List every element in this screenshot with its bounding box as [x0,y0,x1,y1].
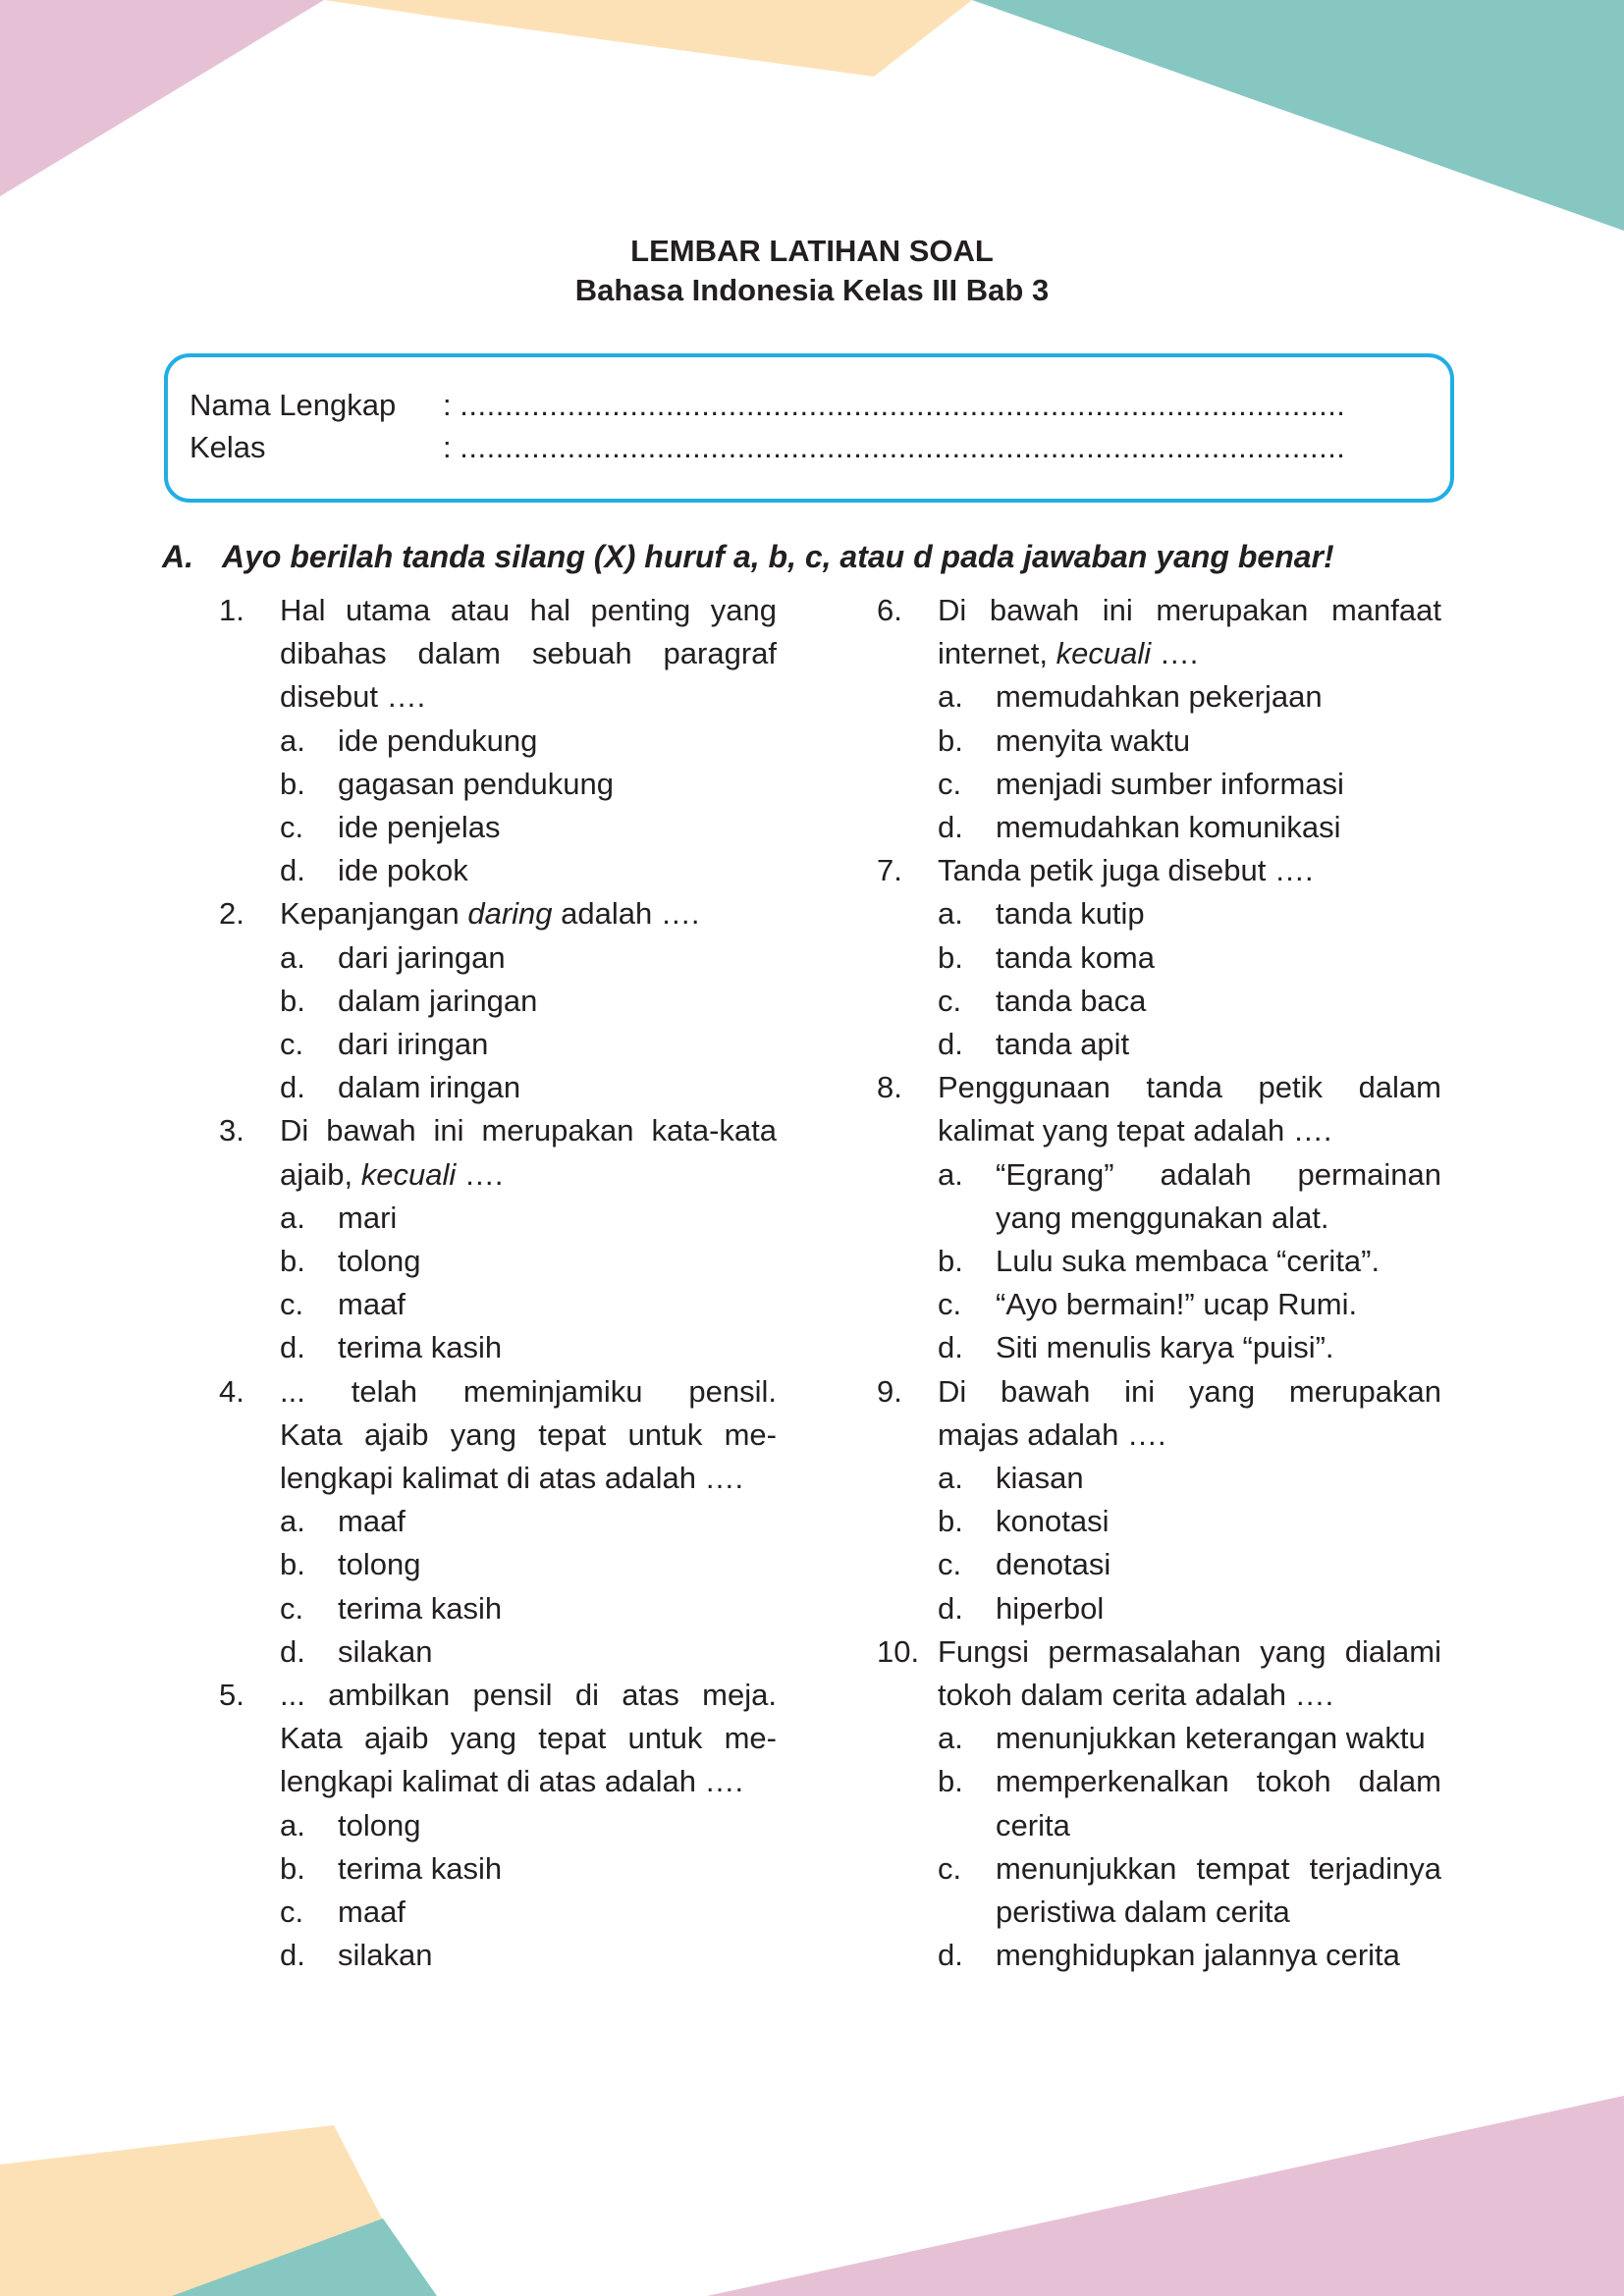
answer-option-a[interactable] [938,892,1441,935]
option-text [338,1500,777,1543]
option-letter: d. [280,1633,305,1669]
option-letter: c. [938,766,962,801]
student-info-box [164,353,1454,503]
answer-option-a[interactable] [280,936,777,980]
option-letter: a. [938,1461,963,1496]
name-row [189,386,1345,425]
option-line: dari iringan [338,1027,489,1062]
option-letter: a. [280,722,305,758]
answer-option-c[interactable] [938,1543,1441,1586]
option-letter: d. [938,1330,963,1365]
question-stem [280,589,777,720]
answer-option-b[interactable] [938,720,1441,763]
answer-option-c[interactable] [280,1891,777,1934]
option-line: maaf [338,1504,406,1539]
option-line: yang menggunakan alat. [996,1200,1329,1235]
question-number: 7. [877,853,902,888]
question-number: 5. [219,1678,244,1713]
option-letter: a. [280,1807,305,1842]
answer-option-b[interactable] [938,936,1441,980]
option-letter: d. [938,810,963,845]
option-text [338,1587,777,1630]
option-text [996,1240,1441,1283]
option-line: tanda kutip [996,896,1145,932]
option-line: memudahkan komunikasi [996,810,1341,845]
option-line: dari jaringan [338,939,506,975]
option-text [338,806,777,849]
option-text [338,1891,777,1934]
option-text [338,980,777,1023]
option-letter: a. [280,939,305,975]
option-text [338,936,777,980]
option-letter: a. [280,1504,305,1539]
answer-option-c[interactable] [280,1023,777,1066]
stem-line: ... telah meminjamiku pensil. [280,1373,777,1409]
answer-option-a[interactable] [280,1500,777,1543]
option-text [338,1847,777,1891]
answer-option-b[interactable] [280,1543,777,1586]
question-9 [877,1370,1441,1630]
question-number: 6. [877,593,902,627]
option-text [338,1326,777,1369]
option-line: ide pokok [338,853,468,888]
option-letter: d. [280,853,305,888]
question-2 [219,892,777,1109]
stem-text: internet, [938,636,1056,671]
option-line: tanda koma [996,939,1155,975]
answer-option-b[interactable] [280,763,777,806]
answer-options [219,720,777,893]
stem-line: Kata ajaib yang tepat untuk me- [280,1416,777,1452]
option-text [996,1717,1441,1760]
question-stem [280,1370,777,1501]
answer-options [219,1197,777,1370]
option-letter: c. [280,1895,304,1930]
option-letter: a. [938,679,963,715]
answer-option-c[interactable] [938,980,1441,1023]
option-line: terima kasih [338,1590,503,1626]
stem-line: majas adalah …. [938,1416,1166,1452]
class-colon: : [443,430,452,464]
answer-option-c[interactable] [280,1283,777,1326]
option-letter: a. [280,1200,305,1235]
option-line: Lulu suka membaca “cerita”. [996,1244,1380,1279]
stem-line: Di bawah ini merupakan kata-kata [280,1113,777,1148]
option-line: ide pendukung [338,722,538,758]
answer-option-d[interactable] [280,1066,777,1109]
option-letter: c. [280,1287,304,1322]
option-letter: b. [280,1547,305,1582]
stem-emphasis: kecuali [1056,636,1152,671]
answer-option-b[interactable] [938,1240,1441,1283]
option-letter: d. [280,1070,305,1105]
option-letter: d. [280,1330,305,1365]
answer-option-b[interactable] [938,1500,1441,1543]
option-line: tolong [338,1244,421,1279]
option-letter: d. [938,1938,963,1973]
option-text [338,1283,777,1326]
stem-line: Di bawah ini merupakan manfaat [938,593,1441,627]
class-label: Kelas [189,430,266,464]
answer-option-a[interactable] [938,1717,1441,1760]
option-letter: c. [280,1590,304,1626]
option-line: kiasan [996,1461,1084,1496]
option-letter: d. [938,1590,963,1626]
option-line: dalam iringan [338,1070,521,1105]
class-field[interactable]: ................................................................................................... [460,430,1346,464]
option-letter: a. [938,1156,963,1192]
question-3 [219,1109,777,1369]
stem-line: dibahas dalam sebuah paragraf [280,636,777,671]
option-line: tanda apit [996,1027,1130,1062]
answer-option-b[interactable] [280,1847,777,1891]
answer-option-d[interactable] [938,806,1441,849]
stem-line: Di bawah ini yang merupakan [938,1373,1441,1409]
option-text [338,849,777,892]
answer-options [219,1500,777,1674]
answer-option-a[interactable] [280,1197,777,1240]
option-text [338,1804,777,1847]
stem-line: Kata ajaib yang tepat untuk me- [280,1721,777,1756]
option-line: memudahkan pekerjaan [996,679,1323,715]
stem-line [280,1153,777,1197]
answer-option-c[interactable] [938,1283,1441,1326]
option-line: tanda baca [996,983,1147,1018]
answer-option-c[interactable] [280,806,777,849]
answer-option-b[interactable] [280,980,777,1023]
stem-line: disebut …. [280,679,426,715]
option-line: konotasi [996,1504,1110,1539]
stem-line: lengkapi kalimat di atas adalah …. [280,1461,744,1496]
option-letter: c. [280,1027,304,1062]
option-text [338,720,777,763]
option-letter: c. [938,1850,962,1886]
stem-line [280,892,777,935]
question-6 [877,589,1441,849]
deco-pink-top-left [0,0,324,196]
answer-options [219,936,777,1110]
option-line: menyita waktu [996,722,1191,758]
option-line: cerita [996,1807,1070,1842]
question-number: 1. [219,593,244,627]
page-subtitle: Bahasa Indonesia Kelas III Bab 3 [574,273,1050,307]
questions-column-left [219,589,777,1978]
option-text [996,1587,1441,1630]
option-line: denotasi [996,1547,1111,1582]
answer-option-d[interactable] [938,1934,1441,1977]
page-title: LEMBAR LATIHAN SOAL [630,234,994,268]
option-text [338,1197,777,1240]
option-text [996,892,1441,935]
stem-text: adalah …. [552,896,700,932]
stem-line: Tanda petik juga disebut …. [938,853,1314,888]
option-text [996,1934,1441,1977]
answer-option-c[interactable] [280,1587,777,1630]
option-text [996,806,1441,849]
option-text [996,763,1441,806]
option-text [996,1760,1441,1846]
option-letter: b. [938,939,963,975]
question-number: 4. [219,1373,244,1409]
option-line: menunjukkan tempat terjadinya [996,1850,1441,1886]
option-text [338,1066,777,1109]
option-letter: b. [938,1764,963,1799]
option-text [996,1153,1441,1240]
name-label: Nama Lengkap [189,388,397,422]
question-number: 8. [877,1070,902,1105]
option-line: Siti menulis karya “puisi”. [996,1330,1334,1365]
answer-options [219,1804,777,1978]
question-stem [938,1370,1441,1457]
stem-line: Fungsi permasalahan yang dialami [938,1633,1441,1669]
option-text [338,1023,777,1066]
question-stem [938,589,1441,675]
answer-options [877,1457,1441,1630]
option-letter: c. [938,983,962,1018]
option-line: ide penjelas [338,810,501,845]
option-line: silakan [338,1938,433,1973]
option-text [338,1934,777,1977]
section-letter: A. [162,539,193,574]
stem-line: tokoh dalam cerita adalah …. [938,1678,1334,1713]
stem-text: …. [1151,636,1199,671]
option-text [996,675,1441,719]
answer-option-a[interactable] [280,720,777,763]
option-line: hiperbol [996,1590,1105,1626]
option-line: menjadi sumber informasi [996,766,1344,801]
option-line: mari [338,1200,398,1235]
answer-option-a[interactable] [938,1153,1441,1240]
question-stem [938,849,1441,892]
answer-option-d[interactable] [938,1587,1441,1630]
question-stem [280,1674,777,1804]
answer-options [877,1717,1441,1977]
stem-line [938,632,1441,675]
option-line: terima kasih [338,1330,503,1365]
option-letter: c. [938,1547,962,1582]
question-stem [280,892,777,935]
answer-option-a[interactable] [938,1457,1441,1500]
option-line: maaf [338,1287,406,1322]
stem-text: …. [456,1156,504,1192]
option-line: tolong [338,1547,421,1582]
option-text [996,1023,1441,1066]
option-text [996,1543,1441,1586]
instruction-text: Ayo berilah tanda silang (X) huruf a, b, c, atau d pada jawaban yang benar! [222,539,1334,574]
option-text [338,1630,777,1674]
stem-line: lengkapi kalimat di atas adalah …. [280,1764,744,1799]
stem-text: ajaib, [280,1156,361,1192]
option-letter: d. [280,1938,305,1973]
answer-option-c[interactable] [938,1847,1441,1934]
answer-option-d[interactable] [280,1326,777,1369]
option-line: tolong [338,1807,421,1842]
option-letter: c. [938,1287,962,1322]
option-letter: c. [280,810,304,845]
option-text [996,1500,1441,1543]
question-1 [219,589,777,892]
option-line: maaf [338,1895,406,1930]
option-text [996,1847,1441,1934]
option-text [338,1240,777,1283]
option-line: “Ayo bermain!” ucap Rumi. [996,1287,1358,1322]
option-letter: b. [280,1244,305,1279]
option-line: terima kasih [338,1850,503,1886]
option-letter: b. [938,722,963,758]
option-line: dalam jaringan [338,983,538,1018]
deco-peach-top [324,0,972,77]
deco-pink-bottom-right [707,2096,1624,2296]
question-5 [219,1674,777,1977]
answer-option-d[interactable] [280,1934,777,1977]
answer-options [877,892,1441,1066]
option-text [996,980,1441,1023]
question-10 [877,1630,1441,1978]
option-line: memperkenalkan tokoh dalam [996,1764,1441,1799]
option-line: silakan [338,1633,433,1669]
question-4 [219,1370,777,1674]
option-letter: d. [938,1027,963,1062]
stem-line: Hal utama atau hal penting yang [280,593,777,627]
option-text [338,1543,777,1586]
answer-option-d[interactable] [280,849,777,892]
question-number: 3. [219,1113,244,1148]
question-stem [938,1630,1441,1717]
question-7 [877,849,1441,1066]
option-letter: a. [938,1721,963,1756]
answer-option-a[interactable] [280,1804,777,1847]
question-number: 9. [877,1373,902,1409]
option-text [996,936,1441,980]
name-field[interactable]: ................................................................................................... [460,388,1346,422]
option-letter: b. [938,1244,963,1279]
deco-teal-top-right [972,0,1624,231]
option-letter: b. [938,1504,963,1539]
name-colon: : [443,388,452,422]
stem-emphasis: kecuali [360,1156,457,1192]
option-line: “Egrang” adalah permainan [996,1156,1441,1192]
section-instruction [162,537,1458,576]
question-8 [877,1066,1441,1369]
option-line: peristiwa dalam cerita [996,1895,1290,1930]
answer-option-c[interactable] [938,763,1441,806]
stem-text: Kepanjangan [280,896,468,932]
answer-option-b[interactable] [938,1760,1441,1846]
deco-teal-bottom-left [172,2218,437,2296]
stem-line: ... ambilkan pensil di atas meja. [280,1678,777,1713]
option-letter: b. [280,1850,305,1886]
stem-emphasis: daring [467,896,553,932]
question-number: 2. [219,896,244,932]
answer-option-d[interactable] [938,1326,1441,1369]
stem-line: kalimat yang tepat adalah …. [938,1113,1332,1148]
stem-line: Penggunaan tanda petik dalam [938,1070,1441,1105]
option-text [996,1457,1441,1500]
questions-column-right [877,589,1441,1978]
question-stem [280,1109,777,1196]
deco-peach-bottom-left [0,2125,422,2296]
answer-options [877,1153,1441,1370]
option-line: gagasan pendukung [338,766,614,801]
answer-option-d[interactable] [938,1023,1441,1066]
answer-option-d[interactable] [280,1630,777,1674]
question-number: 10. [877,1633,920,1669]
option-text [996,1283,1441,1326]
class-row [189,428,1345,467]
answer-option-a[interactable] [938,675,1441,719]
option-text [996,1326,1441,1369]
answer-options [877,675,1441,849]
option-letter: b. [280,766,305,801]
option-letter: a. [938,896,963,932]
option-line: menghidupkan jalannya cerita [996,1938,1400,1973]
option-text [338,763,777,806]
question-stem [938,1066,1441,1152]
option-line: menunjukkan keterangan waktu [996,1721,1426,1756]
answer-option-b[interactable] [280,1240,777,1283]
option-letter: b. [280,983,305,1018]
option-text [996,720,1441,763]
